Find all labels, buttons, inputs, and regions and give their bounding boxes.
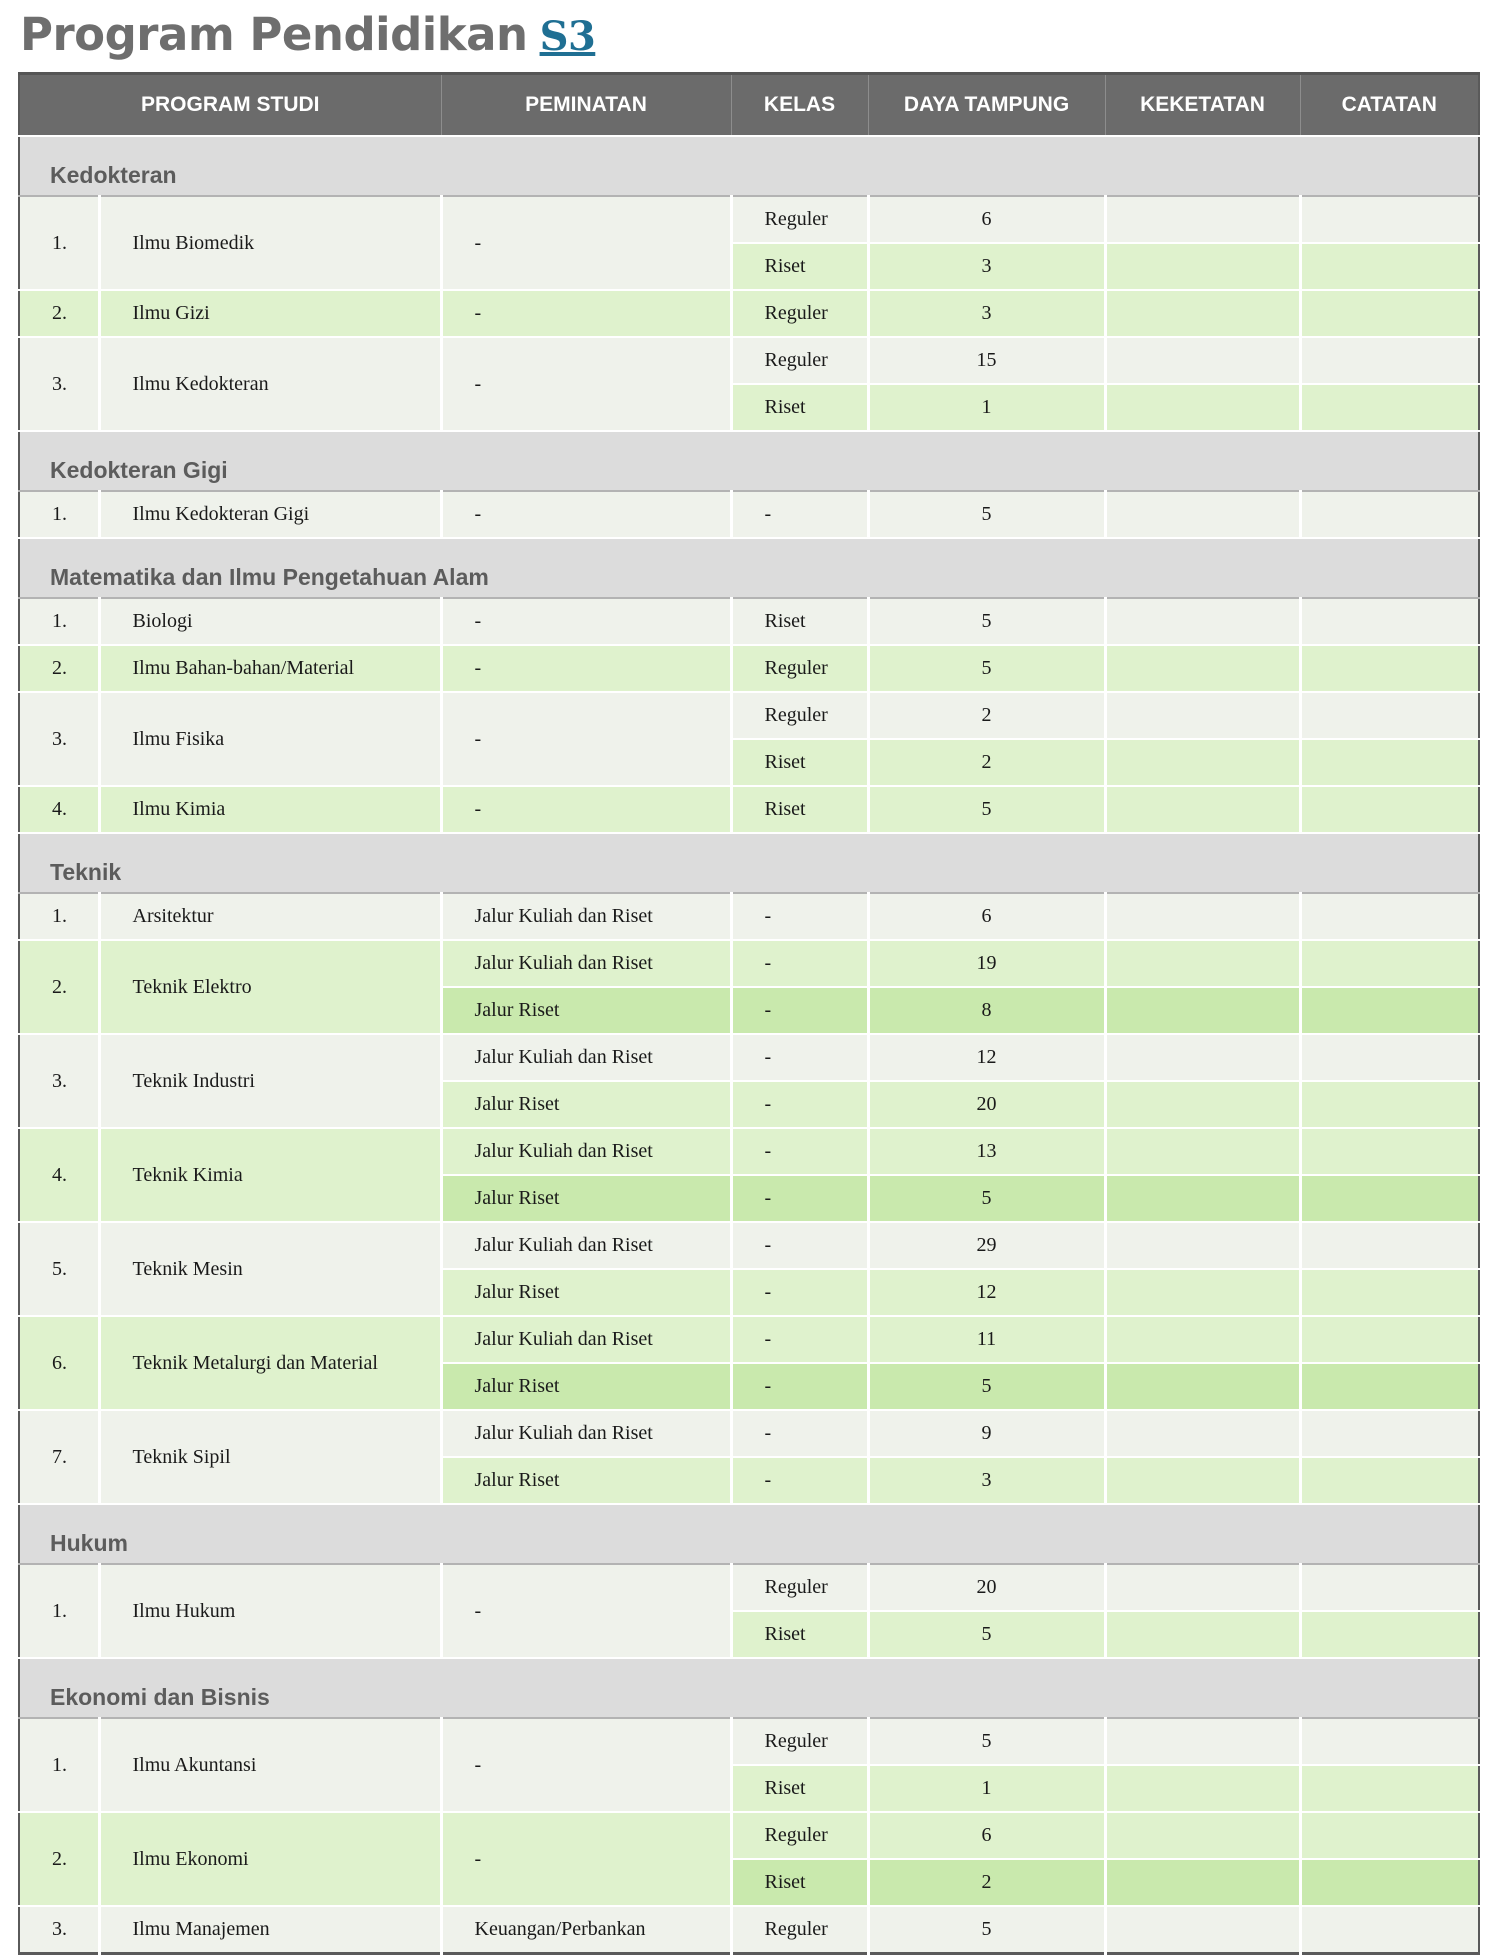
program-name: Teknik Kimia: [99, 1128, 441, 1222]
program-name: Teknik Mesin: [99, 1222, 441, 1316]
keketatan-cell: [1105, 290, 1300, 337]
program-name: Ilmu Ekonomi: [99, 1812, 441, 1906]
daya-tampung-cell: 2: [868, 692, 1105, 739]
peminatan-cell: -: [441, 337, 731, 431]
table-row: [19, 692, 1479, 739]
kelas-cell: Reguler: [731, 1718, 868, 1765]
peminatan-cell: Jalur Riset: [441, 1081, 731, 1128]
program-number: 4.: [19, 786, 99, 833]
section-row: [19, 538, 1479, 598]
daya-tampung-cell: 6: [868, 1812, 1105, 1859]
catatan-cell: [1300, 692, 1479, 739]
page-title: [20, 8, 595, 68]
catatan-cell: [1300, 1765, 1479, 1812]
program-number: 2.: [19, 645, 99, 692]
program-name: Ilmu Gizi: [99, 290, 441, 337]
table-row: [19, 337, 1479, 384]
kelas-cell: Riset: [731, 786, 868, 833]
peminatan-cell: Jalur Kuliah dan Riset: [441, 893, 731, 940]
keketatan-cell: [1105, 645, 1300, 692]
catatan-cell: [1300, 893, 1479, 940]
kelas-cell: Riset: [731, 1859, 868, 1906]
header-catatan: CATATAN: [1300, 74, 1479, 137]
table-row: [19, 1222, 1479, 1269]
catatan-cell: [1300, 940, 1479, 987]
keketatan-cell: [1105, 1718, 1300, 1765]
table-header-row: [19, 74, 1479, 137]
keketatan-cell: [1105, 1611, 1300, 1658]
keketatan-cell: [1105, 1363, 1300, 1410]
kelas-cell: -: [731, 1175, 868, 1222]
program-name: Ilmu Kedokteran Gigi: [99, 491, 441, 538]
keketatan-cell: [1105, 1316, 1300, 1363]
catatan-cell: [1300, 1316, 1479, 1363]
keketatan-cell: [1105, 1175, 1300, 1222]
peminatan-cell: Jalur Kuliah dan Riset: [441, 940, 731, 987]
header-program-studi: PROGRAM STUDI: [19, 74, 441, 137]
daya-tampung-cell: 5: [868, 598, 1105, 645]
program-number: 1.: [19, 1564, 99, 1658]
kelas-cell: Reguler: [731, 645, 868, 692]
kelas-cell: -: [731, 940, 868, 987]
program-number: 2.: [19, 1812, 99, 1906]
catatan-cell: [1300, 1906, 1479, 1954]
catatan-cell: [1300, 243, 1479, 290]
daya-tampung-cell: 29: [868, 1222, 1105, 1269]
kelas-cell: Reguler: [731, 196, 868, 243]
kelas-cell: Reguler: [731, 290, 868, 337]
daya-tampung-cell: 15: [868, 337, 1105, 384]
catatan-cell: [1300, 290, 1479, 337]
keketatan-cell: [1105, 1034, 1300, 1081]
program-name: Ilmu Hukum: [99, 1564, 441, 1658]
program-number: 3.: [19, 1906, 99, 1954]
keketatan-cell: [1105, 786, 1300, 833]
table-row: [19, 1564, 1479, 1611]
program-number: 3.: [19, 337, 99, 431]
daya-tampung-cell: 5: [868, 786, 1105, 833]
program-number: 1.: [19, 491, 99, 538]
keketatan-cell: [1105, 1128, 1300, 1175]
catatan-cell: [1300, 645, 1479, 692]
kelas-cell: Reguler: [731, 1564, 868, 1611]
table-row: [19, 1718, 1479, 1765]
keketatan-cell: [1105, 337, 1300, 384]
daya-tampung-cell: 5: [868, 491, 1105, 538]
kelas-cell: Riset: [731, 1765, 868, 1812]
keketatan-cell: [1105, 1410, 1300, 1457]
daya-tampung-cell: 2: [868, 739, 1105, 786]
keketatan-cell: [1105, 1906, 1300, 1954]
table-row: [19, 940, 1479, 987]
kelas-cell: -: [731, 1222, 868, 1269]
table-row: [19, 893, 1479, 940]
table-row: [19, 1906, 1479, 1954]
level-link[interactable]: S3: [539, 13, 596, 60]
kelas-cell: Riset: [731, 243, 868, 290]
table-row: [19, 598, 1479, 645]
table-row: [19, 645, 1479, 692]
peminatan-cell: Jalur Kuliah dan Riset: [441, 1034, 731, 1081]
catatan-cell: [1300, 1034, 1479, 1081]
peminatan-cell: Jalur Kuliah dan Riset: [441, 1316, 731, 1363]
peminatan-cell: -: [441, 196, 731, 290]
catatan-cell: [1300, 786, 1479, 833]
table-body: [19, 136, 1479, 1954]
daya-tampung-cell: 3: [868, 290, 1105, 337]
daya-tampung-cell: 6: [868, 196, 1105, 243]
daya-tampung-cell: 1: [868, 384, 1105, 431]
program-number: 7.: [19, 1410, 99, 1504]
catatan-cell: [1300, 1564, 1479, 1611]
catatan-cell: [1300, 1812, 1479, 1859]
daya-tampung-cell: 8: [868, 987, 1105, 1034]
program-number: 4.: [19, 1128, 99, 1222]
catatan-cell: [1300, 1363, 1479, 1410]
catatan-cell: [1300, 1859, 1479, 1906]
program-number: 1.: [19, 196, 99, 290]
section-title: Hukum: [19, 1504, 1479, 1564]
program-name: Ilmu Biomedik: [99, 196, 441, 290]
daya-tampung-cell: 6: [868, 893, 1105, 940]
peminatan-cell: Jalur Kuliah dan Riset: [441, 1222, 731, 1269]
keketatan-cell: [1105, 1564, 1300, 1611]
keketatan-cell: [1105, 692, 1300, 739]
header-peminatan: PEMINATAN: [441, 74, 731, 137]
program-name: Arsitektur: [99, 893, 441, 940]
daya-tampung-cell: 5: [868, 1363, 1105, 1410]
peminatan-cell: Jalur Riset: [441, 1269, 731, 1316]
peminatan-cell: -: [441, 491, 731, 538]
keketatan-cell: [1105, 940, 1300, 987]
keketatan-cell: [1105, 1765, 1300, 1812]
daya-tampung-cell: 9: [868, 1410, 1105, 1457]
catatan-cell: [1300, 337, 1479, 384]
table-row: [19, 1034, 1479, 1081]
program-number: 5.: [19, 1222, 99, 1316]
keketatan-cell: [1105, 893, 1300, 940]
catatan-cell: [1300, 1611, 1479, 1658]
table-row: [19, 1316, 1479, 1363]
catatan-cell: [1300, 384, 1479, 431]
page-title-text: Program Pendidikan: [20, 8, 528, 61]
program-name: Teknik Industri: [99, 1034, 441, 1128]
catatan-cell: [1300, 739, 1479, 786]
catatan-cell: [1300, 1269, 1479, 1316]
kelas-cell: -: [731, 987, 868, 1034]
table-row: [19, 491, 1479, 538]
peminatan-cell: Jalur Riset: [441, 1175, 731, 1222]
section-row: [19, 833, 1479, 893]
catatan-cell: [1300, 1081, 1479, 1128]
daya-tampung-cell: 5: [868, 1718, 1105, 1765]
daya-tampung-cell: 5: [868, 1906, 1105, 1954]
program-number: 6.: [19, 1316, 99, 1410]
daya-tampung-cell: 11: [868, 1316, 1105, 1363]
kelas-cell: Reguler: [731, 692, 868, 739]
program-name: Teknik Elektro: [99, 940, 441, 1034]
keketatan-cell: [1105, 243, 1300, 290]
header-daya-tampung: DAYA TAMPUNG: [868, 74, 1105, 137]
program-name: Ilmu Kimia: [99, 786, 441, 833]
keketatan-cell: [1105, 1222, 1300, 1269]
keketatan-cell: [1105, 491, 1300, 538]
kelas-cell: -: [731, 1081, 868, 1128]
peminatan-cell: Jalur Riset: [441, 1457, 731, 1504]
keketatan-cell: [1105, 598, 1300, 645]
program-number: 2.: [19, 290, 99, 337]
daya-tampung-cell: 12: [868, 1269, 1105, 1316]
catatan-cell: [1300, 1457, 1479, 1504]
catatan-cell: [1300, 491, 1479, 538]
table-row: [19, 290, 1479, 337]
kelas-cell: -: [731, 1410, 868, 1457]
catatan-cell: [1300, 1222, 1479, 1269]
peminatan-cell: -: [441, 1564, 731, 1658]
catatan-cell: [1300, 598, 1479, 645]
kelas-cell: -: [731, 893, 868, 940]
keketatan-cell: [1105, 1859, 1300, 1906]
catatan-cell: [1300, 196, 1479, 243]
section-row: [19, 136, 1479, 196]
section-row: [19, 431, 1479, 491]
program-name: Ilmu Bahan-bahan/Material: [99, 645, 441, 692]
program-name: Teknik Metalurgi dan Material: [99, 1316, 441, 1410]
keketatan-cell: [1105, 196, 1300, 243]
peminatan-cell: -: [441, 786, 731, 833]
program-number: 1.: [19, 893, 99, 940]
kelas-cell: Riset: [731, 598, 868, 645]
catatan-cell: [1300, 1718, 1479, 1765]
kelas-cell: Reguler: [731, 337, 868, 384]
peminatan-cell: Jalur Riset: [441, 1363, 731, 1410]
header-kelas: KELAS: [731, 74, 868, 137]
table-row: [19, 1128, 1479, 1175]
daya-tampung-cell: 19: [868, 940, 1105, 987]
keketatan-cell: [1105, 1812, 1300, 1859]
daya-tampung-cell: 1: [868, 1765, 1105, 1812]
table-row: [19, 1410, 1479, 1457]
peminatan-cell: Jalur Kuliah dan Riset: [441, 1410, 731, 1457]
program-table: [18, 72, 1480, 1955]
program-name: Ilmu Kedokteran: [99, 337, 441, 431]
program-name: Ilmu Manajemen: [99, 1906, 441, 1954]
section-title: Kedokteran: [19, 136, 1479, 196]
kelas-cell: Riset: [731, 384, 868, 431]
kelas-cell: -: [731, 491, 868, 538]
daya-tampung-cell: 5: [868, 1611, 1105, 1658]
program-name: Ilmu Fisika: [99, 692, 441, 786]
catatan-cell: [1300, 1410, 1479, 1457]
catatan-cell: [1300, 1175, 1479, 1222]
program-number: 2.: [19, 940, 99, 1034]
kelas-cell: Reguler: [731, 1812, 868, 1859]
kelas-cell: Riset: [731, 739, 868, 786]
daya-tampung-cell: 12: [868, 1034, 1105, 1081]
program-name: Biologi: [99, 598, 441, 645]
keketatan-cell: [1105, 384, 1300, 431]
kelas-cell: -: [731, 1363, 868, 1410]
program-name: Ilmu Akuntansi: [99, 1718, 441, 1812]
section-row: [19, 1658, 1479, 1718]
section-row: [19, 1504, 1479, 1564]
catatan-cell: [1300, 987, 1479, 1034]
table-row: [19, 1812, 1479, 1859]
program-number: 1.: [19, 598, 99, 645]
keketatan-cell: [1105, 739, 1300, 786]
kelas-cell: -: [731, 1457, 868, 1504]
catatan-cell: [1300, 1128, 1479, 1175]
peminatan-cell: -: [441, 598, 731, 645]
kelas-cell: Riset: [731, 1611, 868, 1658]
daya-tampung-cell: 20: [868, 1564, 1105, 1611]
program-number: 3.: [19, 1034, 99, 1128]
keketatan-cell: [1105, 1457, 1300, 1504]
daya-tampung-cell: 5: [868, 1175, 1105, 1222]
kelas-cell: -: [731, 1269, 868, 1316]
kelas-cell: -: [731, 1128, 868, 1175]
daya-tampung-cell: 3: [868, 243, 1105, 290]
daya-tampung-cell: 5: [868, 645, 1105, 692]
section-title: Ekonomi dan Bisnis: [19, 1658, 1479, 1718]
peminatan-cell: Keuangan/Perbankan: [441, 1906, 731, 1954]
program-name: Teknik Sipil: [99, 1410, 441, 1504]
peminatan-cell: -: [441, 645, 731, 692]
keketatan-cell: [1105, 1269, 1300, 1316]
table-row: [19, 196, 1479, 243]
header-keketatan: KEKETATAN: [1105, 74, 1300, 137]
section-title: Matematika dan Ilmu Pengetahuan Alam: [19, 538, 1479, 598]
peminatan-cell: Jalur Riset: [441, 987, 731, 1034]
peminatan-cell: -: [441, 1812, 731, 1906]
daya-tampung-cell: 20: [868, 1081, 1105, 1128]
peminatan-cell: -: [441, 290, 731, 337]
peminatan-cell: -: [441, 1718, 731, 1812]
section-title: Teknik: [19, 833, 1479, 893]
section-title: Kedokteran Gigi: [19, 431, 1479, 491]
keketatan-cell: [1105, 1081, 1300, 1128]
kelas-cell: -: [731, 1034, 868, 1081]
daya-tampung-cell: 13: [868, 1128, 1105, 1175]
program-number: 3.: [19, 692, 99, 786]
daya-tampung-cell: 3: [868, 1457, 1105, 1504]
table-row: [19, 786, 1479, 833]
program-number: 1.: [19, 1718, 99, 1812]
peminatan-cell: -: [441, 692, 731, 786]
daya-tampung-cell: 2: [868, 1859, 1105, 1906]
peminatan-cell: Jalur Kuliah dan Riset: [441, 1128, 731, 1175]
kelas-cell: -: [731, 1316, 868, 1363]
keketatan-cell: [1105, 987, 1300, 1034]
kelas-cell: Reguler: [731, 1906, 868, 1954]
